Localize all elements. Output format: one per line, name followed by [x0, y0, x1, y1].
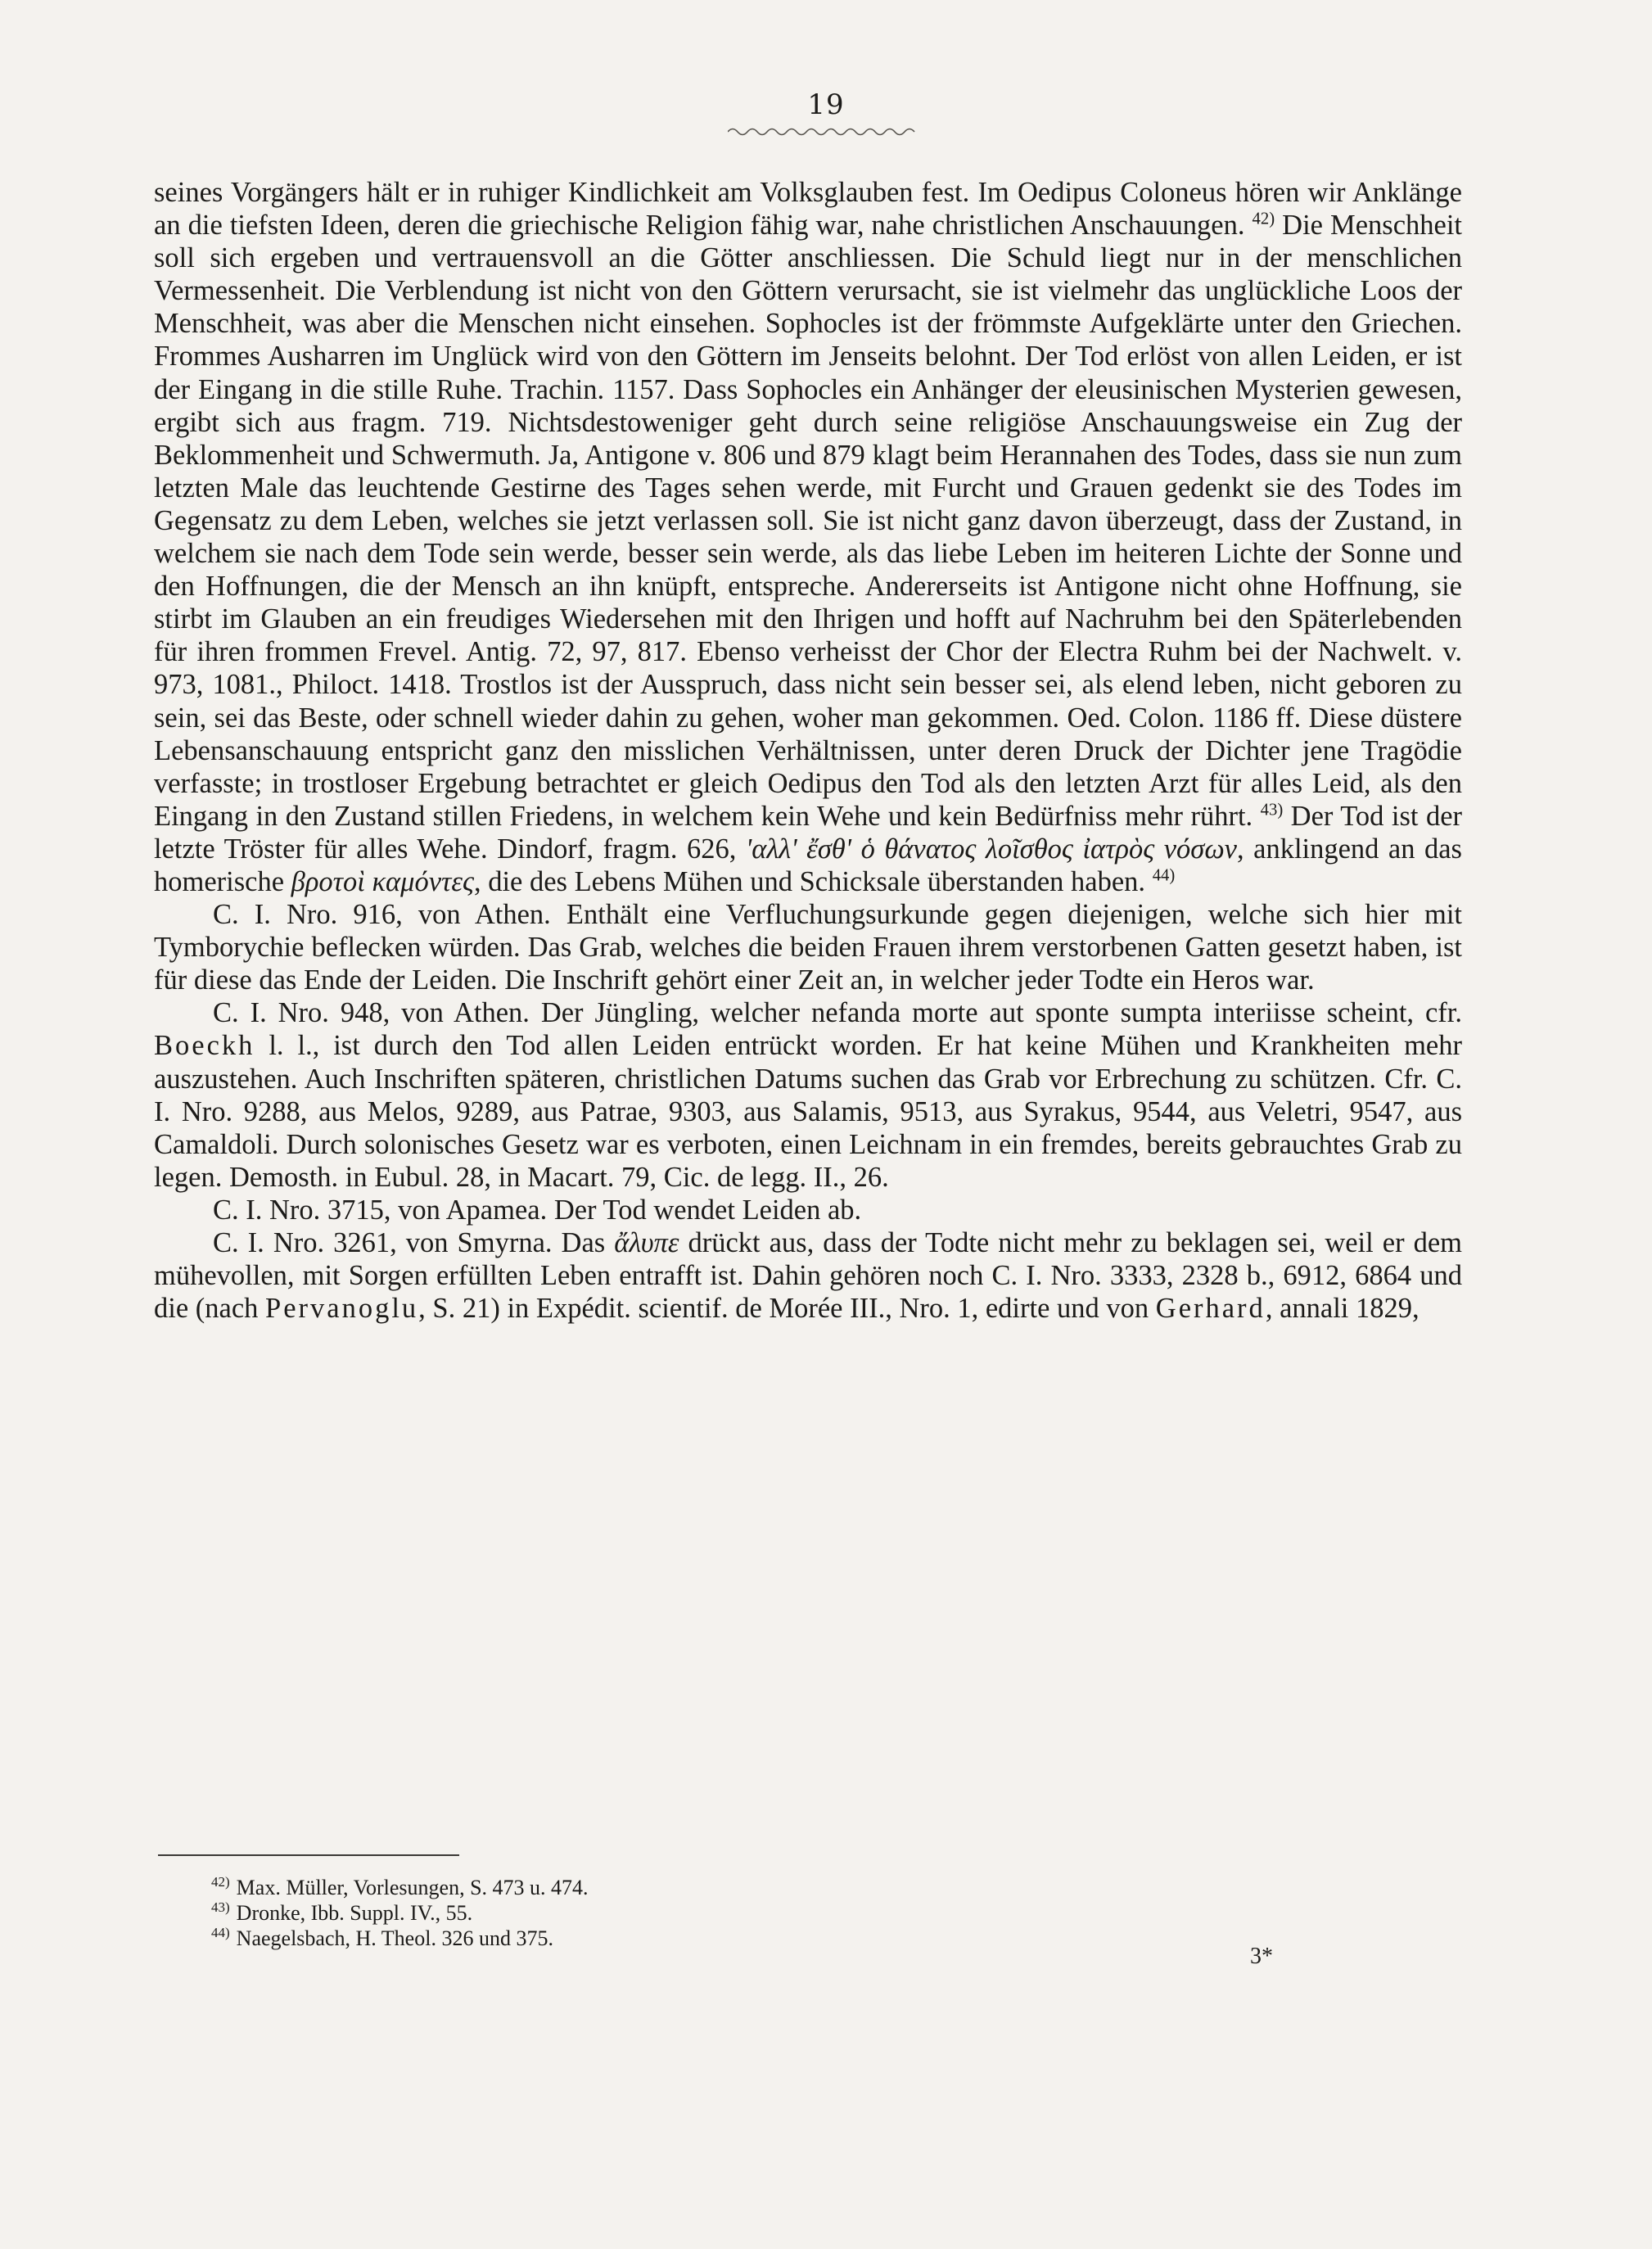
author-name: Boeckh	[154, 1030, 255, 1062]
footnote-item	[211, 1900, 1275, 1926]
paragraph	[154, 1226, 1462, 1325]
footnote-item	[211, 1926, 1275, 1951]
text-run: , annali 1829,	[1265, 1293, 1420, 1325]
text-run: C. I. Nro. 948, von Athen. Der Jüngling, welcher nefanda morte aut sponte sumpta interiisse scheint, cfr.	[213, 997, 1462, 1029]
signature-mark: 3*	[1250, 1944, 1273, 1969]
footnote-item	[211, 1875, 1275, 1900]
text-run: l. l., ist durch den Tod allen Leiden entrückt worden. Er hat keine Mühen und Krankheiten mehr auszustehen. Auch Inschriften späteren, christlichen Datums suchen das Grab vor Erbrechung zu schützen. Cfr. C. I. Nro. 9288, aus Melos, 9289, aus Patrae, 9303, aus Salamis, 9513, aus Syrakus, 9544, aus Veletri, 9547, aus Camaldoli. Durch solonisches Gesetz war es verboten, einen Leichnam in ein fremdes, bereits gebrauchtes Grab zu legen. Demosth. in Eubul. 28, in Macart. 79, Cic. de legg. II., 26.	[154, 1030, 1462, 1193]
page-number: 19	[807, 88, 845, 121]
greek-quote: βροτοὶ καμόντες	[291, 865, 474, 897]
footnote-reference: 43)	[1260, 801, 1284, 820]
text-run: seines Vorgängers hält er in ruhiger Kindlichkeit am Volksglauben fest. Im Oedipus Coloneus hören wir Anklänge an die tiefsten Ideen, deren die griechische Religion fähig war, nahe christlichen Anschauungen.	[154, 177, 1462, 242]
footnote-mark: 42)	[211, 1874, 230, 1890]
text-run: , S. 21) in Expédit. scientif. de Morée III., Nro. 1, edirte und von	[418, 1293, 1156, 1325]
footnote-mark: 43)	[211, 1899, 230, 1916]
text-run: C. I. Nro. 3715, von Apamea. Der Tod wendet Leiden ab.	[213, 1194, 862, 1226]
paragraph	[154, 176, 1462, 898]
main-text	[154, 176, 1462, 1325]
footnote-reference: 44)	[1152, 866, 1176, 885]
greek-quote: 'αλλ' ἔσθ' ὁ θάνατος λοῖσθος ἰατρὸς νόσων	[745, 833, 1237, 865]
footnote-text: Naegelsbach, H. Theol. 326 und 375.	[236, 1926, 553, 1950]
text-run: , anklingend an das homerische	[154, 833, 1462, 897]
paragraph	[154, 898, 1462, 996]
text-run: Die Menschheit soll sich ergeben und vertrauensvoll an die Götter anschliessen. Die Schuld liegt nur in der menschlichen Vermessenheit. Die Verblendung ist nicht von den Göttern verursacht, sie ist vielmehr das unglückliche Loos der Menschheit, was aber die Menschen nicht einsehen. Sophocles ist der frömmste Aufgeklärte unter den Griechen. Frommes Ausharren im Unglück wird von den Göttern im Jenseits belohnt. Der Tod erlöst von allen Leiden, er ist der Eingang in die stille Ruhe. Trachin. 1157. Dass Sophocles ein Anhänger der eleusinischen Mysterien gewesen, ergibt sich aus fragm. 719. Nichtsdestoweniger geht durch seine religiöse Anschauungsweise ein Zug der Beklommenheit und Schwermuth. Ja, Antigone v. 806 und 879 klagt beim Herannahen des Todes, dass sie nun zum letzten Male das leuchtende Gestirne des Tages sehen werde, mit Furcht und Grauen gedenkt sie des Todes im Gegensatz zu dem Leben, welches sie jetzt verlassen soll. Sie ist nicht ganz davon überzeugt, dass der Zustand, in welchem sie nach dem Tode sein werde, besser sein werde, als das liebe Leben im heiteren Lichte der Sonne und den Hoffnungen, die der Mensch an ihn knüpft, entspreche. Andererseits ist Antigone nicht ohne Hoffnung, sie stirbt im Glauben an ein freudiges Wiedersehen mit den Ihrigen und hofft auf Nachruhm bei den Späterlebenden für ihren frommen Frevel. Antig. 72, 97, 817. Ebenso verheisst der Chor der Electra Ruhm bei der Nachwelt. v. 973, 1081., Philoct. 1418. Trostlos ist der Ausspruch, dass nicht sein besser sei, als elend leben, nicht geboren zu sein, sei das Beste, oder schnell wieder dahin zu gehen, woher man gekommen. Oed. Colon. 1186 ff. Diese düstere Lebensanschauung entspricht ganz den misslichen Verhältnissen, unter deren Druck der Dichter jene Tragödie verfasste; in trostloser Ergebung betrachtet er gleich Oedipus den Tod als den letzten Arzt für alles Leid, als den Eingang in den Zustand stillen Friedens, in welchem kein Wehe und kein Bedürfniss mehr rührt.	[154, 210, 1462, 832]
footnote-text: Dronke, Ibb. Suppl. IV., 55.	[236, 1901, 473, 1925]
text-run: drückt aus, dass der Todte nicht mehr zu beklagen sei, weil er dem mühevollen, mit Sorgen erfüllten Leben entrafft ist. Dahin gehören noch C. I. Nro. 3333, 2328 b., 6912, 6864 und die (nach	[154, 1227, 1462, 1325]
text-run: C. I. Nro. 916, von Athen. Enthält eine Verfluchungsurkunde gegen diejenigen, welche sich hier mit Tymborychie beflecken würden. Das Grab, welches die beiden Frauen ihrem verstorbenen Gatten gesetzt haben, ist für diese das Ende der Leiden. Die Inschrift gehört einer Zeit an, in welcher jeder Todte ein Heros war.	[154, 899, 1462, 996]
footnotes	[211, 1875, 1275, 1951]
footnote-divider	[158, 1854, 459, 1856]
footnote-text: Max. Müller, Vorlesungen, S. 473 u. 474.	[236, 1876, 589, 1899]
text-run: Der Tod ist der letzte Tröster für alles Wehe. Dindorf, fragm. 626,	[154, 800, 1462, 865]
paragraph	[154, 1194, 1462, 1226]
paragraph	[154, 996, 1462, 1194]
text-run: , die des Lebens Mühen und Schicksale überstanden haben.	[473, 865, 1153, 897]
decorative-ornament	[728, 124, 916, 139]
greek-quote: ἄλυπε	[614, 1227, 679, 1258]
footnote-mark: 44)	[211, 1925, 230, 1941]
text-run: C. I. Nro. 3261, von Smyrna. Das	[213, 1227, 615, 1258]
footnote-reference: 42)	[1252, 210, 1275, 228]
author-name: Gerhard	[1155, 1293, 1266, 1325]
author-name: Pervanoglu	[265, 1293, 419, 1325]
